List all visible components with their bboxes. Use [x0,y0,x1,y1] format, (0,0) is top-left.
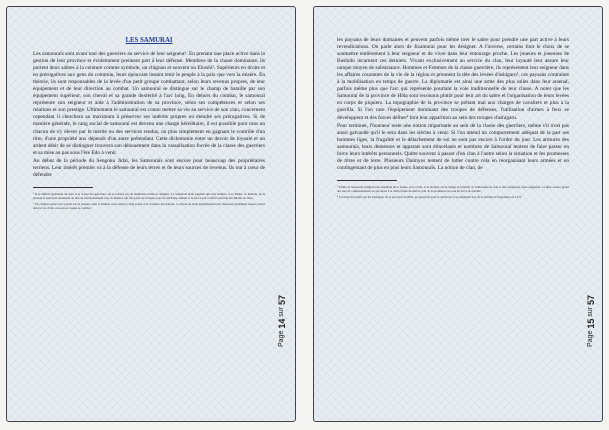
page-label: Page [587,330,594,347]
right-page-content [337,37,569,415]
footnote: ³ Terme de Samouraï désignant un ensemble de la bonne, se ta à l'air, et la droiture est la charge de bouillie, la Tomozume au clan et des rompiques, leurs seigneurs. La mise en leur grand dos une de commandement, et qui aurait à la d'être fonde du mal de jour de la pertinence ne sont en force de bataille. [337,184,569,193]
page-number-right [584,7,598,421]
page-of-label: sur [278,306,285,317]
body-paragraph: Pour terminer, l'honneur reste une notion importante au sein de la classe des guerriers, même s'il n'est pas aussi galvaudé qu'il le sera dans les siècles à venir. Si l'on attend un comportement adéquat de la part ses hommes liges, la frugalité et le détachement de soi ne sont pas encore à l'ordre du jour. Les armures des samouraïs, leurs demeures et apparats sont étincelants et nombres de Samouraï tentent de faire passer en force leurs intérêts personnels. Quitte souvent à passer d'un clan à l'autre selon la situation et les promesses de titres et de terre. Plusieurs Daimyos tentent de lutter contre cela en réorganisant leurs armées et en contingentant de plus en plus leurs Samouraïs. La notion de clan, de [337,122,569,171]
body-paragraph: les paysans de leurs domaines et peuvent parfois même tirer le sabre pour prendre une part active à leurs revendications. On parle alors de Jizamurai pour les désigner. A l'inverse, certains font le choix de se soumettre entièrement à leur seigneur et de vivre dans leur entourage proche. Les joueurs et joueuses de Bushido incarnent ces derniers. Vivant exclusivement au service du clan, leur loyauté leur assure leur unique moyen de subsistance. Hommes et Femmes de la classe guerrière, ils représentent leur seigneur dans les affaires courantes de la vie de la région et prennent la tête des levées d'ashigaru³, ces paysans contraints à la mobilisation en temps de guerre. La diplomatie est ainsi une arme des plus utiles dans leur arsenal, parfois même plus que l'arc qui représente pourtant la voie traditionnelle de leur classe. A noter que les Samouraï de la province de Hida sont reconnus plutôt pour leur art du sabre et l'organisation de leurs levées en corps de piquiers. La topographie de la province se prêtant mal aux charges de cavaliers et plus à la guérilla. Si l'on rase l'équipement dominant des troupes de défenses, l'utilisation d'armes à feux se développent et des forces délites⁴ font leur apparition au sein des troupes d'ashigaru. [337,37,569,121]
footnote: ⁴ L'arrivée des fusils par les Portugais, de la province de Hida, les guerriers pour le dérouvrir à ces tégument lors de la bataille de Nagashino en 1575. [337,194,522,199]
page-number: 14 [277,318,287,329]
right-page [313,6,603,422]
footnote-separator [33,187,93,188]
page-of-label: sur [587,306,594,317]
footnote: ¹ Il se définit également du sens et la classe des guerriers, sur le parfois par de nombreux terme le désigner. Le Samouraï étant pendant une très nombre, et le Bushi. Le Kamou, de la période et principal seulement au lien au fonctionnement avec le Kamou. On fait partie de l'attente pour les rétribués, aimant et le tout à tout à l'effort sécurité des Rônins au final. [33,191,265,200]
footnote-separator [337,180,397,181]
page-total: 57 [586,295,596,306]
body-paragraph: Les samouraïs sont avant tout des guerriers au service de leur seigneur¹. En prenant une place active dans la gestion de leur province et évidemment prennent part à leur défense. Membres de la classe dominante, ils portent deux sabres à la ceinture comme symbole, un chignon et souvent un Eboshi². Supérieurs en droits et en prérogatives aux gens du commun, leurs épouvant instant tenir le peuple à la paix que vers la misère. En théorie, ils sont responsables de la levée d'un petit groupe combattant, selon leurs revenus propres, de leur équipement et de leur direction au combat. Un samouraï se distingue sur le champ de bataille par son équipement supérieur, son cheval et sa grande dextérité à l'arc long. En dehors du combat, le samouraï représente son seigneur et aide à l'administration de sa province, selon ses compétences et selon ses relations et son prestige. Ultimement le samouraï est connu mettre sa vie au service de son clan, concernent cependant il cherchera au maximum à préserver ses intérêts propres ou étendre ses prérogatives. Si de manière générale, le rang social de samouraï est devenu une charge héréditaire, il est possible pour tous un chacun de s'y élever par le mérite ou des services rendus, ou plus simplement en gagnant le contrôle d'un titre, d'une propriété aux dépends d'un autre prétendant. Cette dichotomie entre un devoir de loyauté et un ardent désir de se distinguer trouvera son dénouement dans la vassalisation forcée de la classe des guerriers et sa mise au pas sous l'ère Edo à venir. [33,51,265,156]
page-total: 57 [277,295,287,306]
page-number-left [275,7,289,421]
page-number: 15 [586,318,596,329]
page-label: Page [278,330,285,347]
left-page [6,6,296,422]
left-page-content [33,37,265,415]
footnote: ² Un chapeau porté avec pointe sur sa plateau, dont la hauteur varie selon le rang social et le contexte des nations. Le mode on étant généralement une chapeaux également laqués, portés dans la vie civile, ou sous le casque de combat. [33,201,265,210]
body-paragraph: Au début de la période du Sengoku Jidai, les Samouraïs sont encore pour beaucoup des propriétaires terriens. Leur intérêt premier va à la défense de leurs terres et de leurs sources de revenus. Ils ont à cœur de défendre [33,157,265,178]
chapter-title: LES SAMURAI [125,37,173,44]
